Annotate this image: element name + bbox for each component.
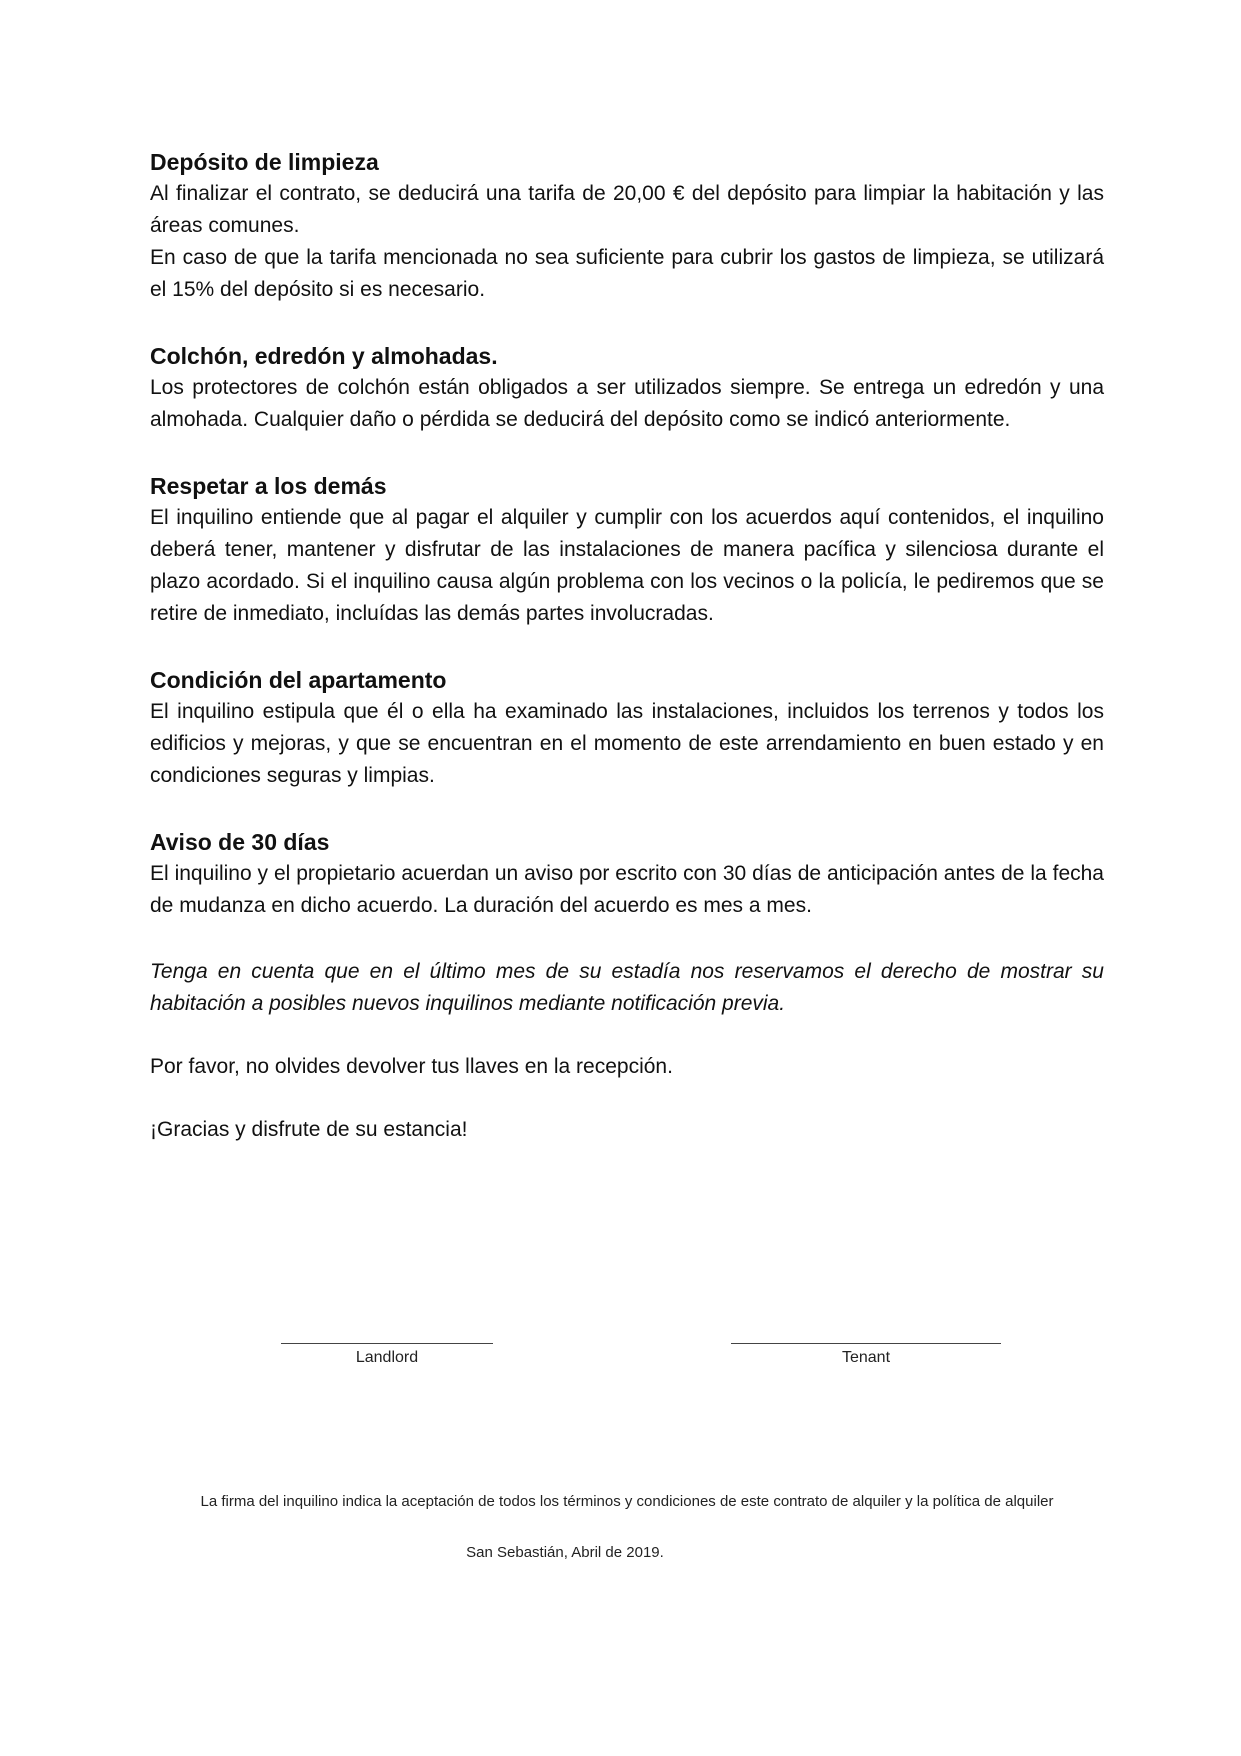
- tenant-label: Tenant: [841, 1349, 891, 1366]
- section-title: Respetar a los demás: [150, 473, 387, 499]
- keys-reminder: Por favor, no olvides devolver tus llaves en la recepción.: [150, 1055, 673, 1078]
- section-paragraph: El inquilino entiende que al pagar el alquiler y cumplir con los acuerdos aquí contenidos, el inquilino deberá tener, mantener y disfrutar de las instalaciones de manera pacífica y silenciosa durante el plazo acordado. Si el inquilino causa algún problema con los vecinos o la policía, le pediremos que se retire de inmediato, incluídas las demás partes involucradas.: [150, 506, 1104, 625]
- tenant-signature-line: [731, 1329, 1001, 1344]
- section-paragraph: En caso de que la tarifa mencionada no sea suficiente para cubrir los gastos de limpieza, se utilizará el 15% del depósito si es necesario.: [150, 246, 1104, 301]
- section-paragraph: Al finalizar el contrato, se deducirá una tarifa de 20,00 € del depósito para limpiar la habitación y las áreas comunes.: [150, 182, 1104, 237]
- section-apartment-condition: [150, 664, 1104, 792]
- section-bedding: [150, 340, 1104, 436]
- acceptance-note: La firma del inquilino indica la aceptación de todos los términos y condiciones de este contrato de alquiler y la política de alquiler: [200, 1493, 1054, 1510]
- place-date: San Sebastián, Abril de 2019.: [466, 1544, 664, 1561]
- closing-thanks: ¡Gracias y disfrute de su estancia!: [150, 1118, 468, 1141]
- section-title: Aviso de 30 días: [150, 829, 330, 855]
- section-paragraph: Los protectores de colchón están obligados a ser utilizados siempre. Se entrega un edredón y una almohada. Cualquier daño o pérdida se deducirá del depósito como se indicó anteriormente.: [150, 376, 1104, 431]
- document-body: [150, 146, 1104, 1177]
- section-cleaning-deposit: [150, 146, 1104, 306]
- section-title: Depósito de limpieza: [150, 149, 379, 175]
- section-respect-others: [150, 470, 1104, 630]
- section-30-day-notice: [150, 826, 1104, 922]
- section-paragraph: El inquilino estipula que él o ella ha examinado las instalaciones, incluidos los terrenos y todos los edificios y mejoras, y que se encuentran en el momento de este arrendamiento en buen estado y en condiciones seguras y limpias.: [150, 700, 1104, 787]
- landlord-signature-line: [281, 1329, 493, 1344]
- landlord-label: Landlord: [355, 1349, 419, 1366]
- landlord-signature-block: [281, 1329, 493, 1367]
- section-title: Colchón, edredón y almohadas.: [150, 343, 498, 369]
- section-paragraph: El inquilino y el propietario acuerdan un aviso por escrito con 30 días de anticipación antes de la fecha de mudanza en dicho acuerdo. La duración del acuerdo es mes a mes.: [150, 862, 1104, 917]
- tenant-signature-block: [731, 1329, 1001, 1367]
- italic-note: Tenga en cuenta que en el último mes de su estadía nos reservamos el derecho de mostrar su habitación a posibles nuevos inquilinos mediante notificación previa.: [150, 960, 1104, 1015]
- section-title: Condición del apartamento: [150, 667, 447, 693]
